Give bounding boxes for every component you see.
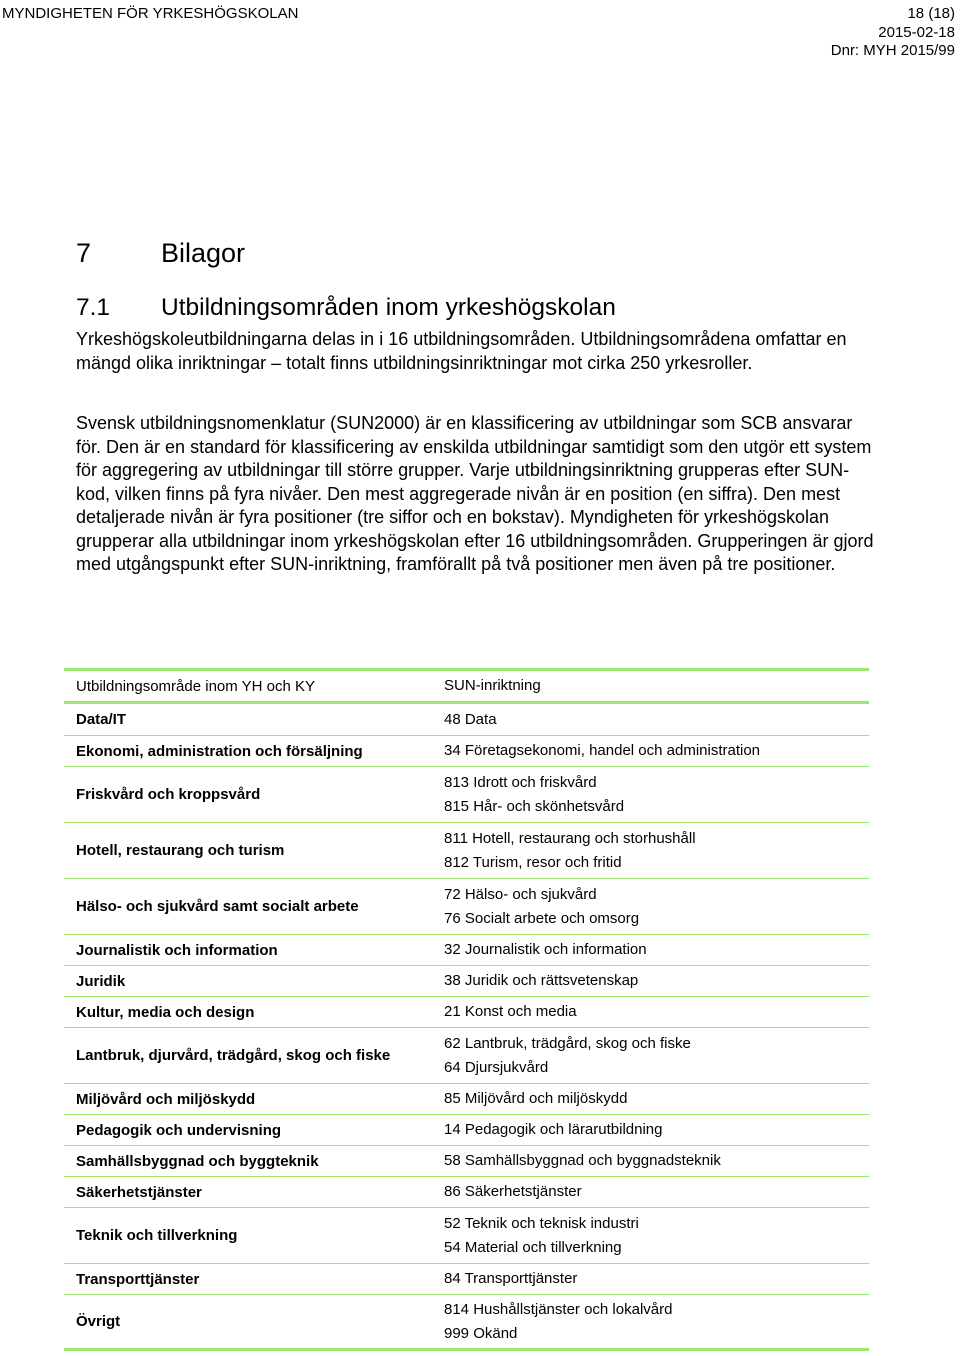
education-area-cell: Friskvård och kroppsvård	[76, 786, 261, 803]
education-area-cell: Transporttjänster	[76, 1270, 200, 1288]
header-meta	[831, 5, 955, 61]
heading-1-number: 7	[76, 238, 92, 268]
sun-cell	[432, 883, 869, 931]
sun-code-line: 62 Lantbruk, trädgård, skog och fiske	[444, 1034, 691, 1052]
table-row	[64, 997, 869, 1028]
education-area-cell: Övrigt	[76, 1313, 121, 1330]
table-header-row	[64, 668, 869, 704]
table-row	[64, 1295, 869, 1351]
education-area-cell: Juridik	[76, 972, 126, 990]
education-areas-table	[64, 668, 869, 1351]
sun-code-line: 32 Journalistik och information	[444, 941, 647, 958]
sun-cell	[432, 1118, 869, 1142]
education-area-cell: Lantbruk, djurvård, trädgård, skog och fiske	[76, 1047, 391, 1064]
sun-code-line: 812 Turism, resor och fritid	[444, 853, 622, 871]
sun-cell	[432, 938, 869, 962]
education-area-cell: Ekonomi, administration och försäljning	[76, 742, 363, 760]
sun-cell	[432, 1212, 869, 1260]
document-number: Dnr: MYH 2015/99	[830, 42, 955, 59]
sun-code-line: 84 Transporttjänster	[444, 1270, 578, 1287]
sun-cell	[432, 1032, 869, 1080]
document-date: 2015-02-18	[878, 23, 955, 41]
education-area-cell: Kultur, media och design	[76, 1003, 255, 1021]
sun-cell	[432, 1267, 869, 1291]
sun-code-line: 813 Idrott och friskvård	[444, 773, 597, 791]
heading-1	[76, 238, 245, 269]
sun-code-line: 85 Miljövård och miljöskydd	[444, 1090, 628, 1107]
education-area-cell: Säkerhetstjänster	[76, 1183, 202, 1201]
sun-cell	[432, 708, 869, 732]
sun-code-line: 811 Hotell, restaurang och storhushåll	[444, 829, 696, 847]
page-number: 18 (18)	[907, 5, 955, 22]
sun-code-line: 815 Hår- och skönhetsvård	[444, 797, 625, 815]
sun-code-line: 34 Företagsekonomi, handel och administration	[444, 742, 761, 759]
education-area-cell: Hälso- och sjukvård samt socialt arbete	[76, 898, 359, 915]
sun-code-line: 86 Säkerhetstjänster	[444, 1183, 582, 1200]
sun-code-line: 52 Teknik och teknisk industri	[444, 1214, 639, 1232]
sun-code-line: 38 Juridik och rättsvetenskap	[444, 972, 639, 989]
education-area-cell: Pedagogik och undervisning	[76, 1121, 282, 1139]
table-row	[64, 1208, 869, 1264]
table-row	[64, 1115, 869, 1146]
sun-cell	[432, 827, 869, 875]
header-organization: MYNDIGHETEN FÖR YRKESHÖGSKOLAN	[2, 5, 299, 22]
table-row	[64, 935, 869, 966]
table-row	[64, 736, 869, 767]
education-area-cell: Miljövård och miljöskydd	[76, 1090, 256, 1108]
sun-code-line: 21 Konst och media	[444, 1003, 577, 1020]
column-header-area: Utbildningsområde inom YH och KY	[76, 677, 316, 695]
sun-code-line: 48 Data	[444, 710, 497, 728]
intro-paragraph: Yrkeshögskoleutbildningarna delas in i 16 utbildningsområden. Utbildningsområdena omfattar en mängd olika inriktningar – totalt finns utbildningsinriktningar mot cirka 250 yrkesroller.	[76, 329, 847, 373]
sun-cell	[432, 739, 869, 763]
sun-code-line: 999 Okänd	[444, 1324, 518, 1342]
table-row	[64, 1084, 869, 1115]
sun-cell	[432, 771, 869, 819]
sun-cell	[432, 1149, 869, 1173]
table-row	[64, 1028, 869, 1084]
sun-cell	[432, 1000, 869, 1024]
sun-cell	[432, 1298, 869, 1346]
sun-cell	[432, 1180, 869, 1204]
sun-cell	[432, 969, 869, 993]
sun-code-line: 14 Pedagogik och lärarutbildning	[444, 1121, 663, 1138]
education-area-cell: Teknik och tillverkning	[76, 1227, 238, 1244]
heading-1-title: Bilagor	[161, 238, 246, 268]
sun-code-line: 814 Hushållstjänster och lokalvård	[444, 1300, 673, 1318]
sun-code-line: 58 Samhällsbyggnad och byggnadsteknik	[444, 1152, 721, 1169]
sun-code-line: 72 Hälso- och sjukvård	[444, 885, 597, 903]
table-row	[64, 1146, 869, 1177]
education-area-cell: Data/IT	[76, 711, 127, 728]
table-row	[64, 767, 869, 823]
table-row	[64, 704, 869, 736]
sun-paragraph: Svensk utbildningsnomenklatur (SUN2000) är en klassificering av utbildningar som SCB ansvarar för. Den är en standard för klassificering av enskilda utbildningar samtidigt som den utgör ett system för aggregering av utbildningar till större grupper. Varje utbildningsinriktning grupperas efter SUN-kod, vilken finns på fyra nivåer. Den mest aggregerade nivån är en position (en siffra). Den mest detaljerade nivån är fyra positioner (tre siffor och en bokstav). Myndigheten för yrkeshögskolan grupperar alla utbildningar inom yrkeshögskolan efter 16 utbildningsområden. Grupperingen är gjord med utgångspunkt efter SUN-inriktning, framförallt på två positioner men även på tre positioner.	[76, 413, 874, 574]
table-row	[64, 1177, 869, 1208]
heading-2	[76, 294, 616, 322]
heading-2-title: Utbildningsområden inom yrkeshögskolan	[161, 294, 616, 321]
sun-code-line: 54 Material och tillverkning	[444, 1238, 622, 1256]
sun-code-line: 64 Djursjukvård	[444, 1058, 549, 1076]
column-header-sun: SUN-inriktning	[444, 677, 541, 694]
education-area-cell: Journalistik och information	[76, 941, 278, 959]
education-area-cell: Hotell, restaurang och turism	[76, 842, 285, 859]
table-row	[64, 1264, 869, 1295]
sun-cell	[432, 1087, 869, 1111]
table-row	[64, 823, 869, 879]
table-row	[64, 966, 869, 997]
sun-code-line: 76 Socialt arbete och omsorg	[444, 909, 640, 927]
heading-2-number: 7.1	[76, 294, 111, 321]
table-row	[64, 879, 869, 935]
education-area-cell: Samhällsbyggnad och byggteknik	[76, 1152, 319, 1170]
